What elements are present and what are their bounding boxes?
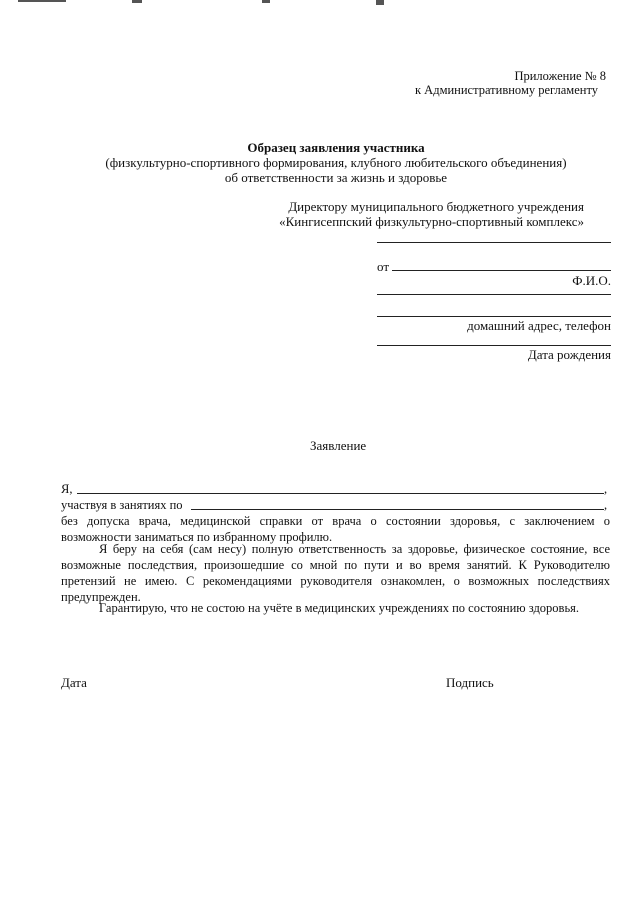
fio-input-line-2[interactable] [377,294,611,295]
appendix-regulation: к Административному регламенту [414,83,598,97]
paragraph-guarantee: Гарантирую, что не состою на учёте в медицинских учреждениях по состоянию здоровья. [99,601,580,615]
participating-line-end: , [604,498,608,512]
activity-input-line[interactable] [191,509,604,510]
date-label: Дата [61,675,87,690]
document-subtitle-2: об ответственности за жизнь и здоровье [224,170,448,185]
scan-edge-mark [132,0,142,3]
addressee-line-2: «Кингисеппский физкультурно-спортивный комплекс» [279,214,584,229]
birthdate-input-line[interactable] [377,345,611,346]
statement-heading: Заявление [310,438,367,453]
address-phone-caption: домашний адрес, телефон [467,318,611,333]
fio-input-line[interactable] [392,270,611,271]
appendix-number: Приложение № 8 [514,69,606,83]
address-input-line[interactable] [377,316,611,317]
birthdate-caption: Дата рождения [527,347,611,362]
paragraph-medical: без допуска врача, медицинской справки от врача о состоянии здоровья, с заключением о возможности заниматься по избранному профилю. [61,514,610,544]
participating-label: участвуя в занятиях по [61,498,183,512]
addressee-line-1: Директору муниципального бюджетного учреждения [288,199,584,214]
i-line-end: , [604,482,608,496]
i-label: Я, [61,482,73,496]
scan-edge-mark [18,0,66,2]
fio-caption: Ф.И.О. [572,273,611,288]
from-label: от [377,259,390,274]
signature-label: Подпись [446,675,494,690]
name-input-line[interactable] [77,493,604,494]
paragraph-responsibility: Я беру на себя (сам несу) полную ответственность за здоровье, физическое состояние, все возможные последствия, произошедшие со мной по пути и во время занятий. К Руководителю претензий не имею. С рекомендациями руководителя ознакомлен, о возможных последствиях предупрежден. [61,542,610,604]
blank-line [377,242,611,243]
document-subtitle: (физкультурно-спортивного формирования, клубного любительского объединения) [105,155,567,170]
scan-edge-mark [262,0,270,3]
scan-edge-mark [376,0,384,5]
document-title: Образец заявления участника [247,140,425,155]
